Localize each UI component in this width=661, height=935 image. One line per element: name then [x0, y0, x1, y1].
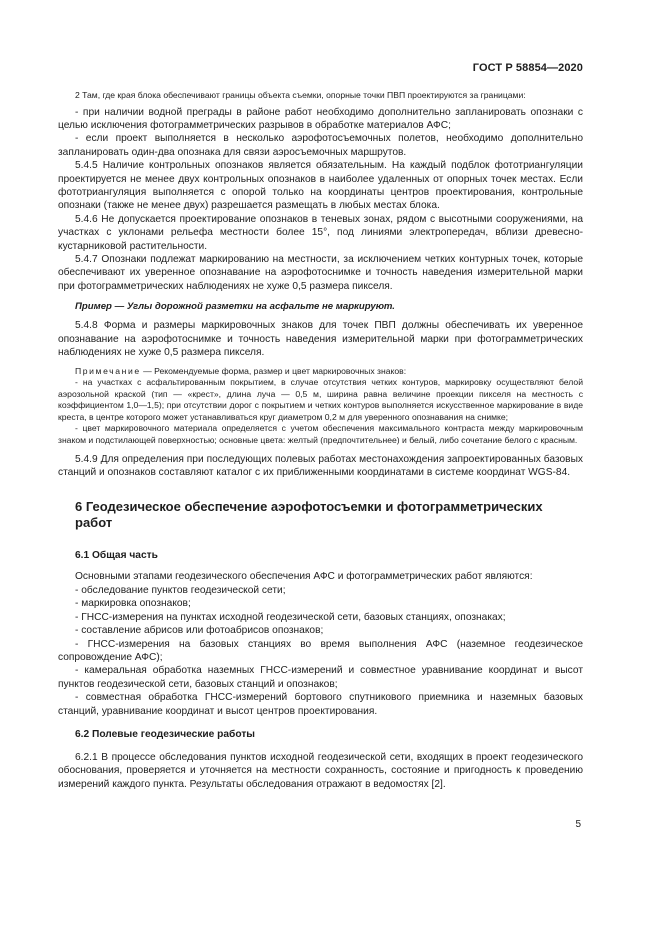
clause-5-4-7: 5.4.7 Опознаки подлежат маркированию на местности, за исключением четких контурных точек, которые обеспечивают их уверенное опознавание на аэрофотоснимке и точность наведения измерительной марки при фотограмметрических наблюдениях не хуже 0,5 размера пикселя.: [58, 254, 583, 292]
list-item: - при наличии водной преграды в районе работ необходимо дополнительно запланировать опознаки с целью исключения фотограмметрических разрывов в обработке материалов АФС;: [58, 106, 583, 131]
list-item: - совместная обработка ГНСС-измерений бортового спутникового приемника и наземных базовых станций, уравнивание координат и высот центров проектирования.: [58, 692, 583, 717]
example-text: Пример — Углы дорожной разметки на асфальте не маркируют.: [75, 301, 395, 313]
list-item: - если проект выполняется в несколько аэрофотосъемочных полетов, необходимо дополнительно запланировать один-два опознака для связи аэросъемочных маршрутов.: [58, 133, 583, 158]
subsection-title: 6.2 Полевые геодезические работы: [75, 728, 256, 740]
page-content: [58, 90, 583, 791]
list-item: - обследование пунктов геодезической сети;: [75, 584, 286, 596]
clause-6-2-1: 6.2.1 В процессе обследования пунктов исходной геодезической сети, входящих в проект геодезического обоснования, проверяется и уточняется на местности сохранность, состояние и пригодность к проведению измерений каждого пункта. Результаты обследования отражают в ведомостях [2].: [58, 751, 583, 790]
list-item: - составление абрисов или фотоабрисов опознаков;: [75, 625, 324, 637]
note-heading: [58, 366, 583, 378]
clause-5-4-9: 5.4.9 Для определения при последующих полевых работах местонахождения запроектированных базовых станций и опознаков составляют каталог с их приближенными координатами в системе координат WGS-84.: [58, 453, 583, 479]
list-item: - ГНСС-измерения на пунктах исходной геодезической сети, базовых станциях, опознаках;: [75, 611, 506, 623]
clause-5-4-8: 5.4.8 Форма и размеры маркировочных знаков для точек ПВП должны обеспечивать их уверенное опознавание на аэрофотоснимке и точность наведения измерительной марки при фотограмметрических наблюдениях не хуже 0,5 размера пикселя.: [58, 320, 583, 359]
list-item: - камеральная обработка наземных ГНСС-измерений и совместное уравнивание координат и высот пунктов геодезической сети, базовых станций и опознаков;: [58, 665, 583, 690]
section-title: 6 Геодезическое обеспечение аэрофотосъемки и фотограмметрических работ: [75, 499, 543, 531]
note-paragraph: 2 Там, где края блока обеспечивают границы объекта съемки, опорные точки ПВП проектируются за границами:: [75, 90, 526, 100]
subsection-title: 6.1 Общая часть: [75, 550, 158, 562]
note-intro: — Рекомендуемые форма, размер и цвет маркировочных знаков:: [140, 365, 407, 376]
page-number: 5: [575, 819, 581, 830]
list-item: - ГНСС-измерения на базовых станциях во время выполнения АФС (наземное геодезическое сопровождение АФС);: [58, 638, 583, 663]
clause-5-4-5: 5.4.5 Наличие контрольных опознаков является обязательным. На каждый подблок фототриангуляции проектируется не менее двух контрольных опознаков в наиболее удаленных от опорных точек местах. Если фототриангуляция выполняется с опорой только на координаты центров проектирования, контрольные опознаки (также не менее двух) разрешается размещать в любых местах блока.: [58, 160, 583, 212]
list-item: - маркировка опознаков;: [75, 598, 191, 610]
standard-header: ГОСТ Р 58854—2020: [472, 62, 583, 74]
note-item: - цвет маркировочного материала определяется с учетом обеспечения максимального контраста между маркировочным знаком и подстилающей поверхностью; основные цвета: желтый (предпочтительнее) и белый, либо сочетание белого с красным.: [58, 423, 583, 446]
note-item: - на участках с асфальтированным покрытием, в случае отсутствия четких контуров, маркировку осуществляют белой аэрозольной краской (тип — «крест», длина луча — 0,5 м, ширина равна величине проекции пикселя на местность с коэффициентом 1,0—1,5); при отсутствии дорог с покрытием и четких контуров выполняется искусственное маркирование в виде креста, в центре которого может устанавливаться круг диаметром 0,2 м для уверенного опознавания на снимке;: [58, 377, 583, 422]
note-label: Примечание: [75, 365, 141, 376]
clause-5-4-6: 5.4.6 Не допускается проектирование опознаков в теневых зонах, рядом с высотными сооружениями, на участках с уклонами рельефа местности более 15°, под линиями электропередач, вблизи древесно-кустарниковой растительности.: [58, 213, 583, 252]
subsection-intro: Основными этапами геодезического обеспечения АФС и фотограмметрических работ являются:: [75, 571, 533, 583]
